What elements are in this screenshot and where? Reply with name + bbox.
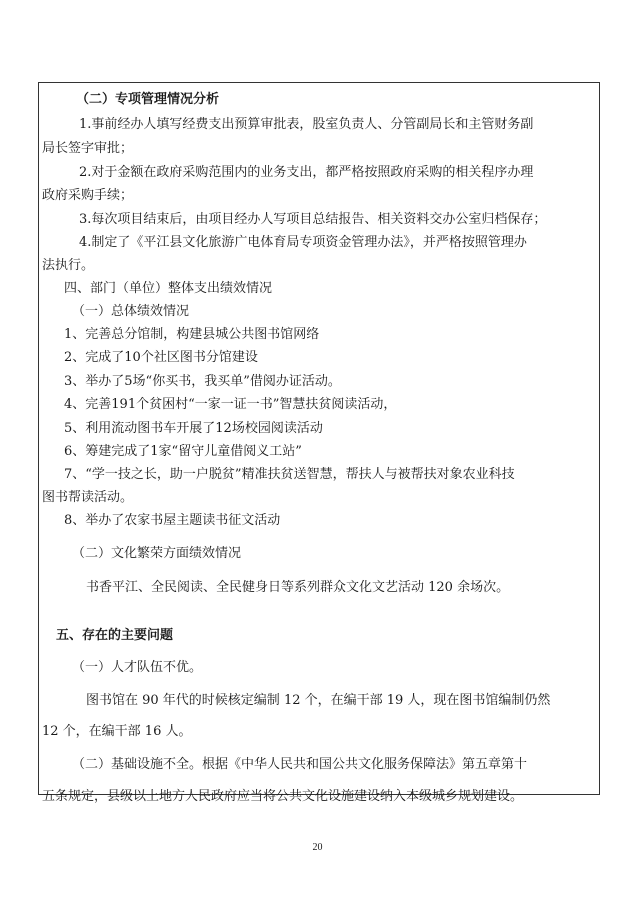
section5-p3-line-2: 五条规定，县级以上地方人民政府应当将公共文化设施建设纳入本级城乡规划建设。 xyxy=(42,789,524,804)
section5-p1: （一）人才队伍不优。 xyxy=(72,660,203,675)
list-item: 4、完善191个贫困村“一家一证一书”智慧扶贫阅读活动， xyxy=(64,397,397,412)
section4-sub2-text: 书香平江、全民阅读、全民健身日等系列群众文化文艺活动 120 余场次。 xyxy=(86,580,510,595)
section4-sub2: （二）文化繁荣方面绩效情况 xyxy=(72,546,242,561)
list-item: 5、利用流动图书车开展了12场校园阅读活动 xyxy=(64,421,323,436)
item-4-line-1: 4.制定了《平江县文化旅游广电体育局专项资金管理办法》，并严格按照管理办 xyxy=(79,235,527,250)
item-2-line-2: 政府采购手续； xyxy=(42,188,134,203)
section5-p2-line-1: 图书馆在 90 年代的时候核定编制 12 个，在编干部 19 人，现在图书馆编制仍然 xyxy=(86,693,551,708)
item-3-line-1: 3.每次项目结束后，由项目经办人写项目总结报告、相关资料交办公室归档保存； xyxy=(79,212,547,227)
list-item: 1、完善总分馆制，构建县城公共图书馆网络 xyxy=(64,327,320,342)
page-number: 20 xyxy=(312,842,323,853)
section-header: （二）专项管理情况分析 xyxy=(76,92,220,107)
section5-title: 五、存在的主要问题 xyxy=(56,628,174,643)
list-item: 7、“学一技之长，助一户脱贫”精准扶贫送智慧，帮扶人与被帮扶对象农业科技 xyxy=(64,467,515,482)
section5-p3-line-1: （二）基础设施不全。根据《中华人民共和国公共文化服务保障法》第五章第十 xyxy=(72,757,528,772)
section4-sub1: （一）总体绩效情况 xyxy=(72,304,190,319)
list-item: 2、完成了10个社区图书分馆建设 xyxy=(64,350,258,365)
item-1-line-1: 1.事前经办人填写经费支出预算审批表，股室负责人、分管副局长和主管财务副 xyxy=(79,117,534,132)
list-item-continuation: 图书帮读活动。 xyxy=(42,490,134,505)
list-item: 8、举办了农家书屋主题读书征文活动 xyxy=(64,513,281,528)
item-1-line-2: 局长签字审批； xyxy=(42,141,134,156)
list-item: 6、筹建完成了1家“留守儿童借阅义工站” xyxy=(64,444,302,459)
section4-title: 四、部门（单位）整体支出绩效情况 xyxy=(64,281,273,296)
section5-p2-line-2: 12 个，在编干部 16 人。 xyxy=(42,724,192,739)
item-4-line-2: 法执行。 xyxy=(42,258,95,273)
item-2-line-1: 2.对于金额在政府采购范围内的业务支出，都严格按照政府采购的相关程序办理 xyxy=(79,165,534,180)
list-item: 3、举办了5场“你买书，我买单”借阅办证活动。 xyxy=(64,374,341,389)
